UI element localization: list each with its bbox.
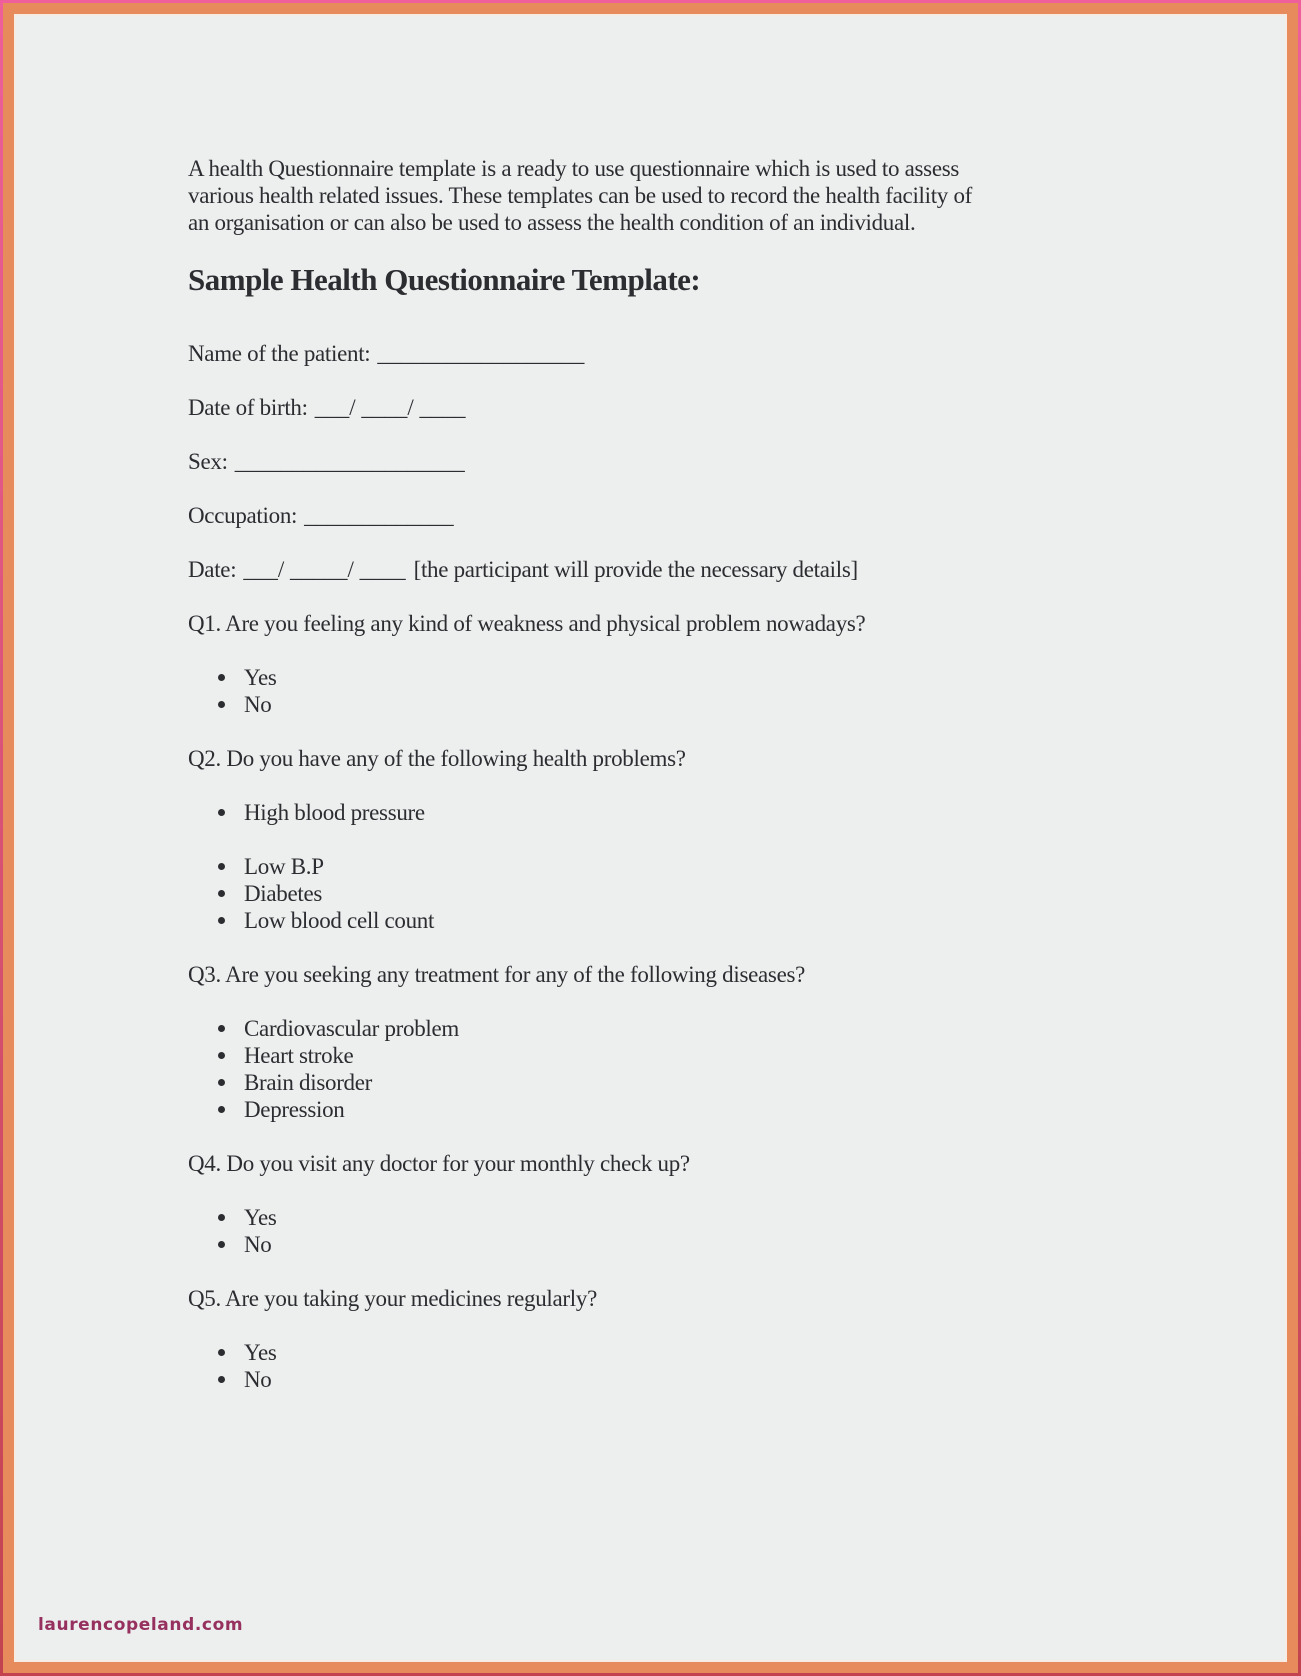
option-no [188, 691, 1046, 718]
field-date [188, 556, 1046, 583]
question-text: Q3. Are you seeking any treatment for any of the following diseases? [188, 962, 806, 987]
bullet-icon [218, 1106, 225, 1113]
option-yes [188, 1339, 1046, 1366]
field-occupation [188, 502, 1046, 529]
bullet-icon [218, 1349, 225, 1356]
option-label: Low blood cell count [244, 908, 435, 933]
question-q5 [188, 1285, 1046, 1393]
field-sex [188, 448, 1046, 475]
field-blank: ___/ _____/ ____ [243, 557, 406, 582]
intro-paragraph [188, 155, 1046, 236]
bullet-icon [218, 1241, 225, 1248]
option-label: No [244, 692, 272, 717]
option-no [188, 1366, 1046, 1393]
option-label: No [244, 1232, 272, 1257]
intro-line: an organisation or can also be used to assess the health condition of an individual. [188, 210, 916, 235]
field-label: Date of birth: [188, 395, 308, 420]
field-blank: _____________ [304, 503, 454, 528]
option-label: No [244, 1367, 272, 1392]
option-label: Brain disorder [244, 1070, 373, 1095]
bullet-icon [218, 701, 225, 708]
question-q1 [188, 610, 1046, 718]
bullet-icon [218, 1079, 225, 1086]
bullet-icon [218, 809, 225, 816]
option-label: Heart stroke [244, 1043, 354, 1068]
question-q2 [188, 745, 1046, 934]
option-label: Depression [244, 1097, 345, 1122]
option-low-blood-cell-count [188, 907, 1046, 934]
option-yes [188, 1204, 1046, 1231]
field-date-of-birth [188, 394, 1046, 421]
field-blank: __________________ [377, 341, 585, 366]
option-heart-stroke [188, 1042, 1046, 1069]
option-label: Cardiovascular problem [244, 1016, 460, 1041]
option-label: Diabetes [244, 881, 323, 906]
option-label: Low B.P [244, 854, 324, 879]
field-blank: ___/ ____/ ____ [314, 395, 466, 420]
question-text: Q4. Do you visit any doctor for your monthly check up? [188, 1151, 690, 1176]
bullet-icon [218, 1052, 225, 1059]
option-diabetes [188, 880, 1046, 907]
question-q3 [188, 961, 1046, 1123]
question-text: Q5. Are you taking your medicines regularly? [188, 1286, 597, 1311]
field-label: Occupation: [188, 503, 298, 528]
option-high-blood-pressure [188, 799, 1046, 826]
question-options [188, 1339, 1046, 1393]
question-options [188, 799, 1046, 934]
page-title: Sample Health Questionnaire Template: [188, 262, 701, 297]
field-label: Date: [188, 557, 237, 582]
question-options [188, 664, 1046, 718]
question-text: Q2. Do you have any of the following health problems? [188, 746, 686, 771]
bullet-icon [218, 1214, 225, 1221]
page-border-orange [3, 3, 1298, 1673]
intro-line: various health related issues. These templates can be used to record the health facility of [188, 183, 973, 208]
page-border-inner [14, 14, 1287, 1662]
watermark-text: laurencopeland.com [38, 1615, 244, 1635]
bullet-icon [218, 1025, 225, 1032]
intro-line: A health Questionnaire template is a ready to use questionnaire which is used to assess [188, 156, 960, 181]
question-options [188, 1015, 1046, 1123]
bullet-icon [218, 890, 225, 897]
option-low-bp [188, 853, 1046, 880]
field-label: Sex: [188, 449, 228, 474]
document-content [16, 16, 1046, 1393]
option-label: Yes [244, 1205, 277, 1230]
question-q4 [188, 1150, 1046, 1258]
question-text: Q1. Are you feeling any kind of weakness and physical problem nowadays? [188, 611, 866, 636]
bullet-icon [218, 674, 225, 681]
patient-fields [188, 340, 1046, 583]
option-depression [188, 1096, 1046, 1123]
field-blank: ____________________ [234, 449, 465, 474]
option-brain-disorder [188, 1069, 1046, 1096]
field-label: Name of the patient: [188, 341, 371, 366]
option-yes [188, 664, 1046, 691]
option-cardiovascular-problem [188, 1015, 1046, 1042]
option-label: Yes [244, 1340, 277, 1365]
field-patient-name [188, 340, 1046, 367]
option-label: Yes [244, 665, 277, 690]
document-page [16, 16, 1285, 1660]
question-options [188, 1204, 1046, 1258]
field-note: [the participant will provide the necessary details] [413, 557, 858, 582]
bullet-icon [218, 917, 225, 924]
bullet-icon [218, 863, 225, 870]
option-no [188, 1231, 1046, 1258]
option-label: High blood pressure [244, 800, 425, 825]
bullet-icon [218, 1376, 225, 1383]
